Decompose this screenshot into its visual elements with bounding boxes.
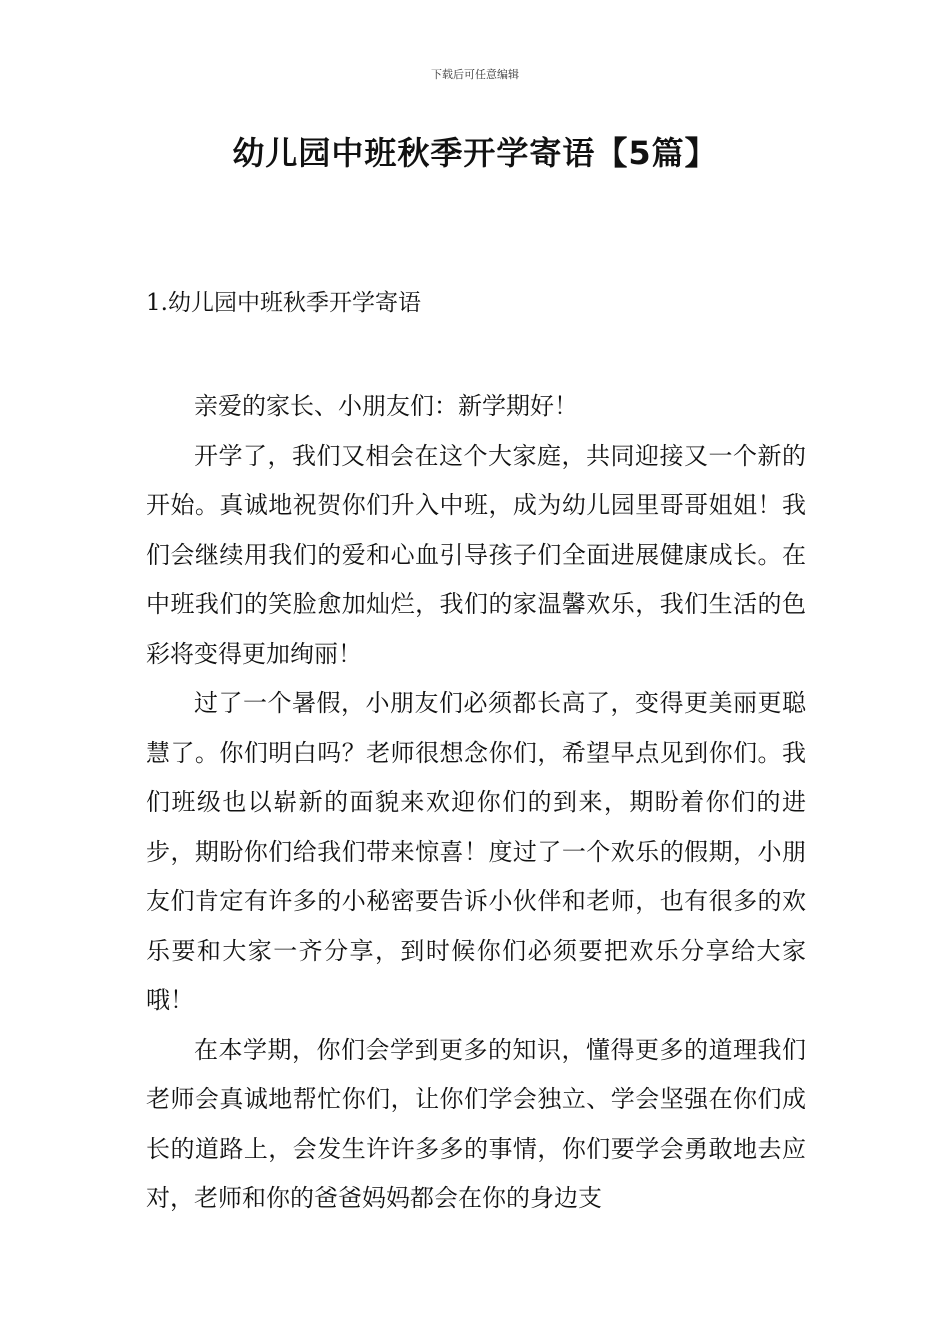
paragraph: 开学了，我们又相会在这个大家庭，共同迎接又一个新的开始。真诚地祝贺你们升入中班，成为幼儿园里哥哥姐姐！我们会继续用我们的爱和心血引导孩子们全面进展健康成长。在中班我们的笑脸愈加灿烂，我们的家温馨欢乐，我们生活的色彩将变得更加绚丽！ bbox=[146, 441, 806, 668]
document-title: 幼儿园中班秋季开学寄语【5篇】 bbox=[232, 134, 718, 172]
paragraph: 过了一个暑假，小朋友们必须都长高了，变得更美丽更聪慧了。你们明白吗？老师很想念你们，希望早点见到你们。我们班级也以崭新的面貌来欢迎你们的到来，期盼着你们的进步，期盼你们给我们带来惊喜！度过了一个欢乐的假期，小朋友们肯定有许多的小秘密要告诉小伙伴和老师，也有很多的欢乐要和大家一齐分享，到时候你们必须要把欢乐分享给大家哦！ bbox=[146, 689, 806, 1014]
body-text bbox=[146, 382, 806, 1224]
paragraph: 在本学期，你们会学到更多的知识，懂得更多的道理我们老师会真诚地帮忙你们，让你们学会独立、学会坚强在你们成长的道路上，会发生许许多多的事情，你们要学会勇敢地去应对，老师和你的爸爸妈妈都会在你的身边支 bbox=[146, 1035, 806, 1212]
paragraph-greeting: 亲爱的家长、小朋友们：新学期好！ bbox=[194, 392, 578, 420]
section-heading: 1.幼儿园中班秋季开学寄语 bbox=[146, 290, 421, 316]
header-note: 下载后可任意编辑 bbox=[431, 68, 519, 81]
